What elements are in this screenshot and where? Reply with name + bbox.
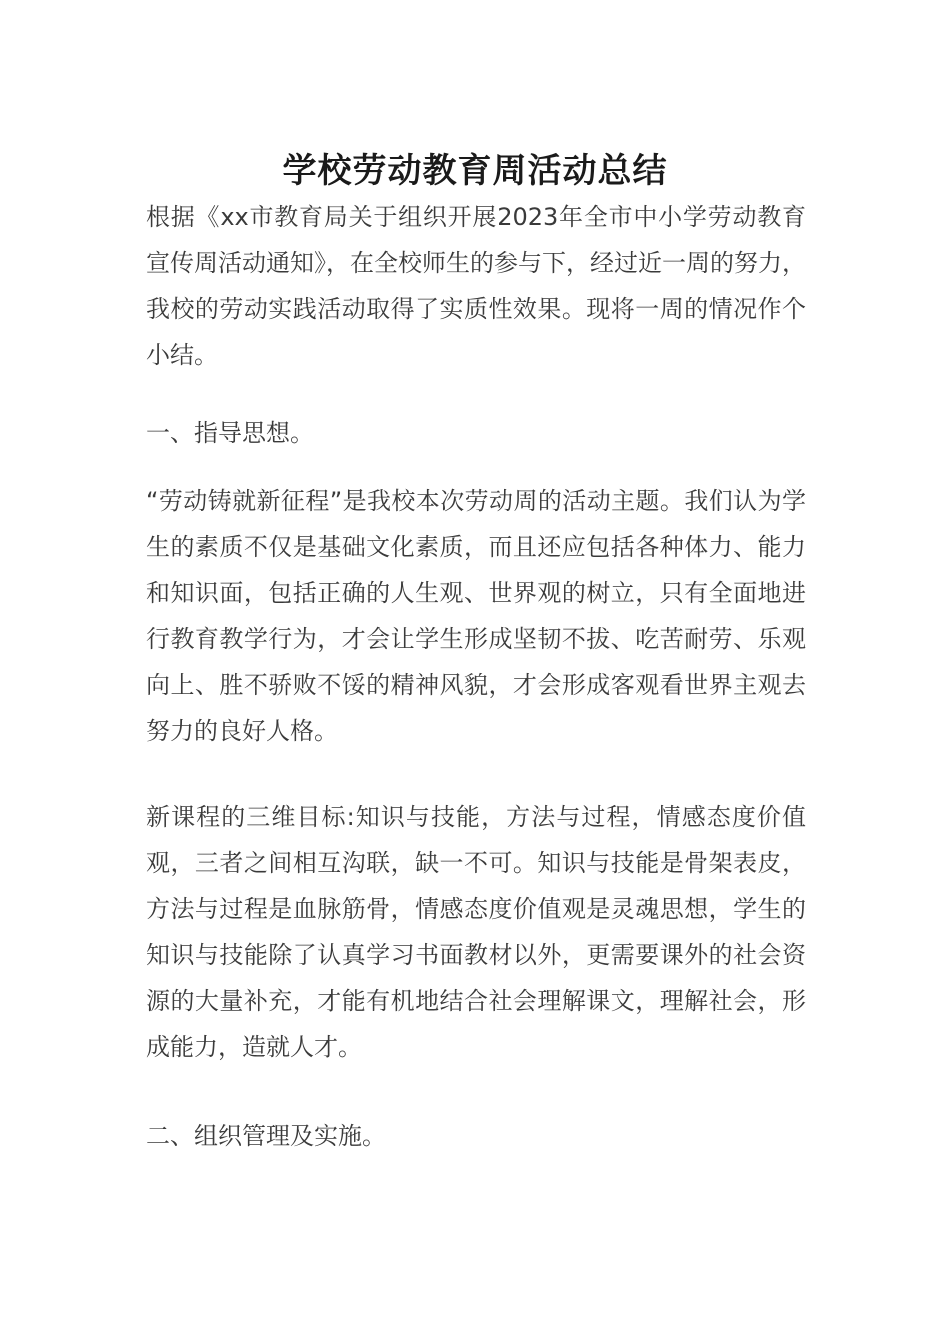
guiding-ideology-paragraph-2: 新课程的三维目标:知识与技能，方法与过程，情感态度价值观，三者之间相互沟联，缺一不可。知识与技能是骨架表皮，方法与过程是血脉筋骨，情感态度价值观是灵魂思想，学生的知识与技能除了认真学习书面教材以外，更需要课外的社会资源的大量补充，才能有机地结合社会理解课文，理解社会，形成能力，造就人才。 [146, 803, 806, 1061]
guiding-ideology-paragraph-1: “劳动铸就新征程”是我校本次劳动周的活动主题。我们认为学生的素质不仅是基础文化素质，而且还应包括各种体力、能力和知识面，包括正确的人生观、世界观的树立，只有全面地进行教育教学行为，才会让学生形成坚韧不拔、吃苦耐劳、乐观向上、胜不骄败不馁的精神风貌，才会形成客观看世界主观去努力的良好人格。 [146, 487, 806, 745]
intro-paragraph: 根据《xx市教育局关于组织开展2023年全市中小学劳动教育宣传周活动通知》，在全校师生的参与下，经过近一周的努力，我校的劳动实践活动取得了实质性效果。现将一周的情况作个小结。 [146, 203, 806, 369]
section-heading-guiding-ideology: 一、指导思想。 [146, 419, 314, 447]
document-title: 学校劳动教育周活动总结 [282, 150, 668, 191]
section-heading-organization: 二、组织管理及实施。 [146, 1122, 386, 1150]
